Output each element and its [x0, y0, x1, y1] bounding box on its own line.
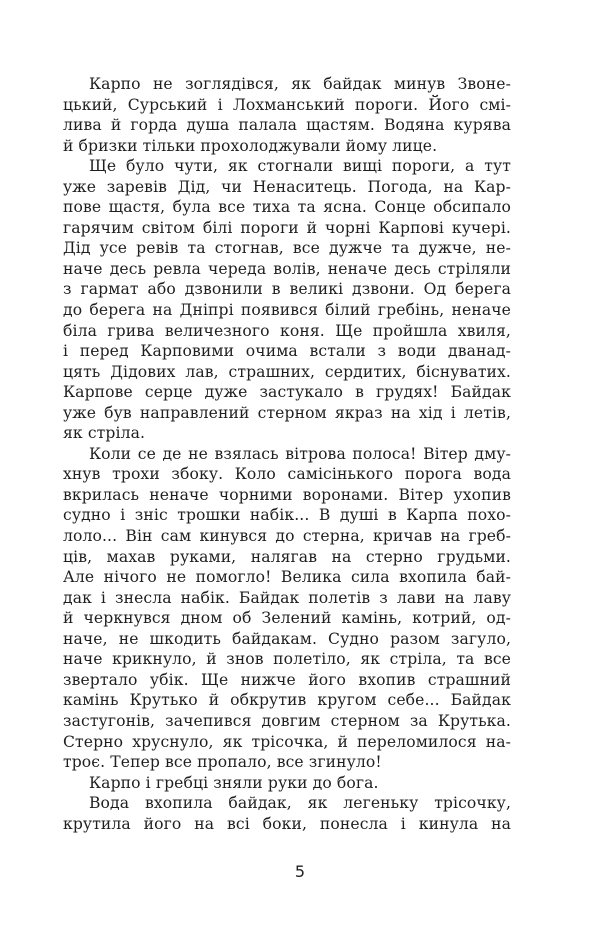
body-text: [63, 74, 511, 834]
text-line: ців, махав руками, налягав на стерно грудьми.: [63, 547, 511, 566]
text-line: пове щастя, була все тиха та ясна. Сонце обсипало: [63, 198, 511, 217]
paragraph-1: [63, 74, 511, 156]
text-line: Дід усе ревів та стогнав, все дужче та дужче, не-: [63, 239, 511, 258]
text-line: хнув трохи збоку. Коло самісінького порога вода: [63, 465, 511, 484]
text-line: камінь Крутько й обкрутив кругом себе... Байдак: [63, 691, 511, 710]
paragraph-5: [63, 793, 511, 834]
text-line: уже заревів Дід, чи Ненаситець. Погода, на Кар-: [63, 177, 511, 196]
text-line: й черкнувся дном об Зелений камінь, котрий, од-: [63, 609, 511, 628]
text-line: Коли се де не взялась вітрова полоса! Вітер дму-: [89, 444, 511, 463]
text-line: як стріла.: [63, 424, 146, 443]
text-line: наче, не шкодить байдакам. Судно разом загуло,: [63, 629, 511, 648]
text-line: лива й горда душа палала щастям. Водяна курява: [63, 116, 511, 135]
text-line: уже був направлений стерном якраз на хід і летів,: [63, 403, 511, 422]
text-line: троє. Тепер все пропало, все згинуло!: [63, 753, 382, 772]
text-line: Вода вхопила байдак, як легеньку трісочку,: [89, 794, 511, 813]
text-line: Карпо не зоглядівся, як байдак минув Звоне-: [89, 75, 511, 93]
text-line: вкрилась неначе чорними воронами. Вітер ухопив: [63, 485, 511, 504]
text-line: цять Дідових лав, страшних, сердитих, біснуватих.: [63, 362, 511, 381]
text-line: судно і зніс трошки набік... В душі в Карпа похо-: [63, 506, 511, 525]
text-line: дак і знесла набік. Байдак полетів з лави на лаву: [63, 588, 511, 607]
text-line: застугонів, зачепився довгим стерном за Крутька.: [63, 711, 511, 730]
page-number: 5: [294, 862, 306, 881]
text-line: і перед Карповими очима встали з води дванад-: [63, 342, 511, 361]
text-line: Карпове серце дуже застукало в грудях! Байдак: [63, 383, 511, 402]
text-line: Ще було чути, як стогнали вищі пороги, а тут: [89, 157, 511, 176]
paragraph-3: [63, 444, 511, 773]
text-line: Але нічого не помогло! Велика сила вхопила бай-: [63, 568, 511, 587]
text-line: звертало убік. Ще нижче його вхопив страшний: [63, 670, 511, 689]
text-line: Стерно хруснуло, як трісочка, й переломилося на-: [63, 732, 511, 751]
text-line: біла грива величезного коня. Ще пройшла хвиля,: [63, 321, 511, 340]
text-line: з гармат або дзвонили в великі дзвони. Од берега: [63, 280, 511, 299]
text-line: крутила його на всі боки, понесла і кинула на: [63, 814, 511, 833]
text-line: Карпо і гребці зняли руки до бога.: [89, 773, 379, 792]
text-line: гарячим світом білі пороги й чорні Карпові кучері.: [63, 218, 511, 237]
text-line: наче крикнуло, й знов полетіло, як стріла, та все: [63, 650, 511, 669]
paragraph-4: [63, 773, 511, 794]
text-line: цький, Сурський і Лохманський пороги. Його смі-: [63, 95, 511, 114]
text-line: лоло... Він сам кинувся до стерна, кричав на греб-: [63, 527, 511, 546]
text-line: наче десь ревла череда волів, неначе десь стріляли: [63, 259, 511, 278]
text-line: й бризки тільки прохолоджували йому лице.: [63, 136, 438, 155]
paragraph-2: [63, 156, 511, 444]
text-line: до берега на Дніпрі появився білий гребінь, неначе: [63, 301, 511, 320]
